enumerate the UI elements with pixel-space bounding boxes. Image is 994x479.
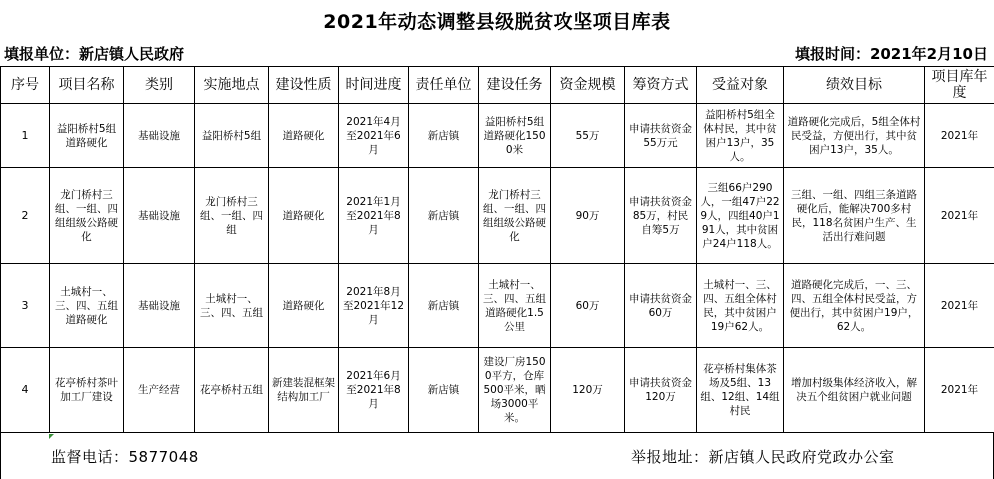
supervision-phone: 监督电话：5877048 [51, 447, 199, 466]
cell-project-name: 龙门桥村三组、一组、四组组级公路硬化 [50, 168, 124, 264]
cell-responsible-unit: 新店镇 [409, 264, 479, 348]
cell-funding: 120万 [551, 348, 625, 433]
cell-task: 益阳桥村5组道路硬化1500米 [479, 104, 551, 168]
project-table [0, 66, 994, 433]
footer [0, 433, 994, 479]
cell-year: 2021年 [925, 264, 994, 348]
cell-responsible-unit: 新店镇 [409, 168, 479, 264]
table-row [1, 264, 994, 348]
cell-financing: 申请扶贫资金85万，村民自筹5万 [625, 168, 697, 264]
document-title: 2021年动态调整县级脱贫攻坚项目库表 [323, 10, 671, 33]
cell-category: 基础设施 [124, 104, 195, 168]
cell-location: 花亭桥村五组 [195, 348, 269, 433]
cell-schedule: 2021年4月至2021年6月 [339, 104, 409, 168]
cell-goals: 道路硬化完成后，5组全体村民受益，方便出行，其中贫困户13户，35人。 [784, 104, 925, 168]
col-header-task: 建设任务 [479, 67, 551, 104]
cell-index: 2 [1, 168, 50, 264]
cell-schedule: 2021年6月至2021年8月 [339, 348, 409, 433]
cell-index: 1 [1, 104, 50, 168]
cell-year: 2021年 [925, 168, 994, 264]
col-header-project-name: 项目名称 [50, 67, 124, 104]
col-header-financing: 筹资方式 [625, 67, 697, 104]
table-row [1, 348, 994, 433]
col-header-beneficiaries: 受益对象 [697, 67, 784, 104]
cell-construction-type: 道路硬化 [269, 168, 339, 264]
cell-year: 2021年 [925, 348, 994, 433]
cell-schedule: 2021年8月至2021年12月 [339, 264, 409, 348]
cell-beneficiaries: 土城村一、三、四、五组全体村民，其中贫困户19户62人。 [697, 264, 784, 348]
cell-location: 龙门桥村三组、一组、四组 [195, 168, 269, 264]
cell-beneficiaries: 三组66户290人，一组47户229人，四组40户191人，其中贫困户24户118人。 [697, 168, 784, 264]
cell-location: 益阳桥村5组 [195, 104, 269, 168]
cell-beneficiaries: 花亭桥村集体茶场及5组、13组、12组、14组村民 [697, 348, 784, 433]
cell-project-name: 土城村一、三、四、五组道路硬化 [50, 264, 124, 348]
cell-financing: 申请扶贫资金120万 [625, 348, 697, 433]
cell-task: 建设厂房1500平方，仓库500平米，晒场3000平米。 [479, 348, 551, 433]
col-header-index: 序号 [1, 67, 50, 104]
cell-goals: 三组、一组、四组三条道路硬化后，能解决700多村民，118名贫困户生产、生活出行难问题 [784, 168, 925, 264]
col-header-year: 项目库年度 [925, 67, 994, 104]
cell-category: 基础设施 [124, 168, 195, 264]
cell-responsible-unit: 新店镇 [409, 348, 479, 433]
table-header-row [1, 67, 994, 104]
table-row [1, 104, 994, 168]
reporting-date: 填报时间：2021年2月10日 [794, 44, 988, 63]
cell-funding: 90万 [551, 168, 625, 264]
cell-funding: 60万 [551, 264, 625, 348]
cell-category: 生产经营 [124, 348, 195, 433]
cell-financing: 申请扶贫资金60万 [625, 264, 697, 348]
col-header-responsible-unit: 责任单位 [409, 67, 479, 104]
cell-construction-type: 道路硬化 [269, 264, 339, 348]
cell-responsible-unit: 新店镇 [409, 104, 479, 168]
cell-construction-type: 新建装混框架结构加工厂 [269, 348, 339, 433]
cell-index: 3 [1, 264, 50, 348]
cell-project-name: 花亭桥村茶叶加工厂建设 [50, 348, 124, 433]
cell-beneficiaries: 益阳桥村5组全体村民，其中贫困户13户，35人。 [697, 104, 784, 168]
cell-comment-marker-icon [49, 434, 54, 439]
cell-financing: 申请扶贫资金55万元 [625, 104, 697, 168]
col-header-location: 实施地点 [195, 67, 269, 104]
col-header-goals: 绩效目标 [784, 67, 925, 104]
col-header-construction-type: 建设性质 [269, 67, 339, 104]
cell-project-name: 益阳桥村5组道路硬化 [50, 104, 124, 168]
cell-index: 4 [1, 348, 50, 433]
col-header-schedule: 时间进度 [339, 67, 409, 104]
cell-task: 土城村一、三、四、五组道路硬化1.5公里 [479, 264, 551, 348]
cell-goals: 道路硬化完成后，一、三、四、五组全体村民受益，方便出行，其中贫困户19户，62人。 [784, 264, 925, 348]
cell-location: 土城村一、三、四、五组 [195, 264, 269, 348]
report-address: 举报地址：新店镇人民政府党政办公室 [631, 447, 895, 466]
cell-year: 2021年 [925, 104, 994, 168]
cell-schedule: 2021年1月至2021年8月 [339, 168, 409, 264]
cell-goals: 增加村级集体经济收入，解决五个组贫困户就业问题 [784, 348, 925, 433]
reporting-unit: 填报单位：新店镇人民政府 [4, 44, 185, 63]
table-row [1, 168, 994, 264]
cell-task: 龙门桥村三组、一组、四组组级公路硬化 [479, 168, 551, 264]
cell-construction-type: 道路硬化 [269, 104, 339, 168]
cell-funding: 55万 [551, 104, 625, 168]
col-header-funding: 资金规模 [551, 67, 625, 104]
cell-category: 基础设施 [124, 264, 195, 348]
col-header-category: 类别 [124, 67, 195, 104]
